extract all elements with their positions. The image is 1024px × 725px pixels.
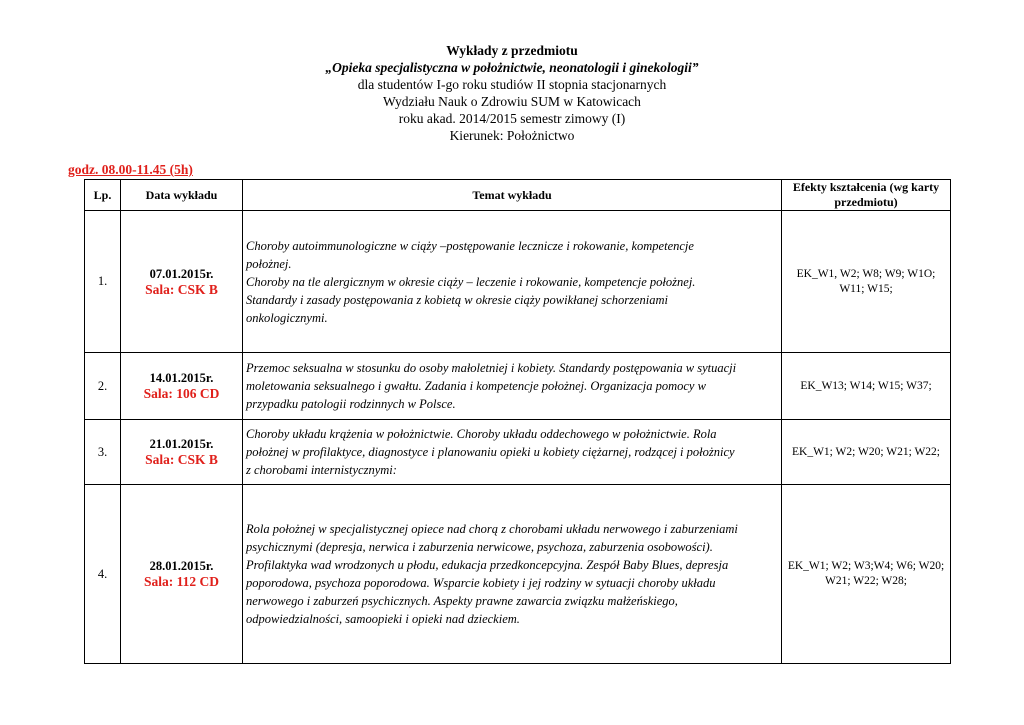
lecture-topic bbox=[243, 353, 782, 420]
header-title: Wykłady z przedmiotu bbox=[446, 43, 578, 58]
header-subject: „Opieka specjalistyczna w położnictwie, neonatologii i ginekologii” bbox=[325, 60, 699, 75]
lecture-topic bbox=[243, 211, 782, 353]
topic-line: Choroby układu krążenia w położnictwie. Choroby układu oddechowego w położnictwie. Rola bbox=[246, 427, 717, 441]
lecture-date: 21.01.2015r. bbox=[149, 437, 214, 451]
topic-line: moletowania seksualnego i gwałtu. Zadania i kompetencje położnej. Organizacja pomocy w bbox=[246, 379, 706, 393]
learning-effects: EK_W1, W2; W8; W9; W1O; W11; W15; bbox=[782, 211, 951, 353]
lecture-date-cell bbox=[121, 485, 243, 664]
column-header-topic: Temat wykładu bbox=[243, 180, 782, 211]
learning-effects: EK_W1; W2; W3;W4; W6; W20; W21; W22; W28; bbox=[782, 485, 951, 664]
lecture-room: Sala: 106 CD bbox=[143, 386, 220, 401]
column-header-effects: Efekty kształcenia (wg karty przedmiotu) bbox=[782, 180, 951, 211]
document-header bbox=[0, 42, 1024, 144]
topic-line: Rola położnej w specjalistycznej opiece nad chorą z chorobami układu nerwowego i zaburzeniami bbox=[246, 522, 738, 536]
topic-line: położnej. bbox=[246, 256, 292, 271]
column-header-date: Data wykładu bbox=[121, 180, 243, 211]
table-row bbox=[85, 485, 951, 664]
topic-line: Standardy i zasady postępowania z kobietą w okresie ciąży powikłanej schorzeniami bbox=[246, 292, 668, 307]
lecture-room: Sala: CSK B bbox=[145, 452, 218, 467]
table-row bbox=[85, 353, 951, 420]
table-row bbox=[85, 420, 951, 485]
table-row bbox=[85, 211, 951, 353]
topic-line: przypadku patologii rodzinnych w Polsce. bbox=[246, 397, 456, 411]
topic-line: onkologicznymi. bbox=[246, 310, 328, 325]
lecture-topic bbox=[243, 420, 782, 485]
topic-line: Choroby autoimmunologiczne w ciąży –postępowanie lecznicze i rokowanie, kompetencje bbox=[246, 238, 694, 253]
row-number: 1. bbox=[85, 211, 121, 353]
topic-line: psychicznymi (depresja, nerwica i zaburzenia nerwicowe, psychoza, zaburzenia osobowości). bbox=[246, 540, 713, 554]
header-academic-year: roku akad. 2014/2015 semestr zimowy (I) bbox=[398, 111, 626, 126]
lecture-room: Sala: CSK B bbox=[145, 281, 218, 297]
row-number: 2. bbox=[85, 353, 121, 420]
lectures-table bbox=[84, 179, 951, 664]
header-field: Kierunek: Położnictwo bbox=[449, 128, 575, 143]
topic-line: położnej w profilaktyce, diagnostyce i planowaniu opieki u kobiety ciężarnej, rodzącej i położnicy bbox=[246, 445, 735, 459]
row-number: 4. bbox=[85, 485, 121, 664]
topic-line: poporodowa, psychoza poporodowa. Wsparcie kobiety i jej rodziny w sytuacji choroby układu bbox=[246, 576, 716, 590]
header-faculty: Wydziału Nauk o Zdrowiu SUM w Katowicach bbox=[383, 94, 641, 109]
topic-line: odpowiedzialności, samoopieki i opieki nad dzieckiem. bbox=[246, 612, 520, 626]
hours-label: godz. 08.00-11.45 (5h) bbox=[68, 162, 193, 177]
lecture-room: Sala: 112 CD bbox=[143, 574, 219, 589]
learning-effects: EK_W13; W14; W15; W37; bbox=[782, 353, 951, 420]
lecture-date-cell bbox=[121, 211, 243, 353]
lecture-topic bbox=[243, 485, 782, 664]
header-audience: dla studentów I-go roku studiów II stopnia stacjonarnych bbox=[357, 77, 667, 92]
learning-effects: EK_W1; W2; W20; W21; W22; bbox=[782, 420, 951, 485]
lecture-date: 14.01.2015r. bbox=[149, 371, 214, 385]
lecture-date-cell bbox=[121, 420, 243, 485]
column-header-lp: Lp. bbox=[85, 180, 121, 211]
row-number: 3. bbox=[85, 420, 121, 485]
topic-line: z chorobami internistycznymi: bbox=[246, 463, 397, 477]
lecture-date-cell bbox=[121, 353, 243, 420]
lecture-date: 28.01.2015r. bbox=[149, 559, 214, 573]
table-header-row bbox=[85, 180, 951, 211]
topic-line: Przemoc seksualna w stosunku do osoby małoletniej i kobiety. Standardy postępowania w sytuacji bbox=[246, 361, 737, 375]
lecture-date: 07.01.2015r. bbox=[149, 266, 214, 281]
topic-line: Choroby na tle alergicznym w okresie ciąży – leczenie i rokowanie, kompetencje położnej. bbox=[246, 274, 696, 289]
topic-line: nerwowego i zaburzeń psychicznych. Aspekty prawne zawarcia związku małżeńskiego, bbox=[246, 594, 678, 608]
topic-line: Profilaktyka wad wrodzonych u płodu, edukacja przedkoncepcyjna. Zespół Baby Blues, depresja bbox=[246, 558, 729, 572]
